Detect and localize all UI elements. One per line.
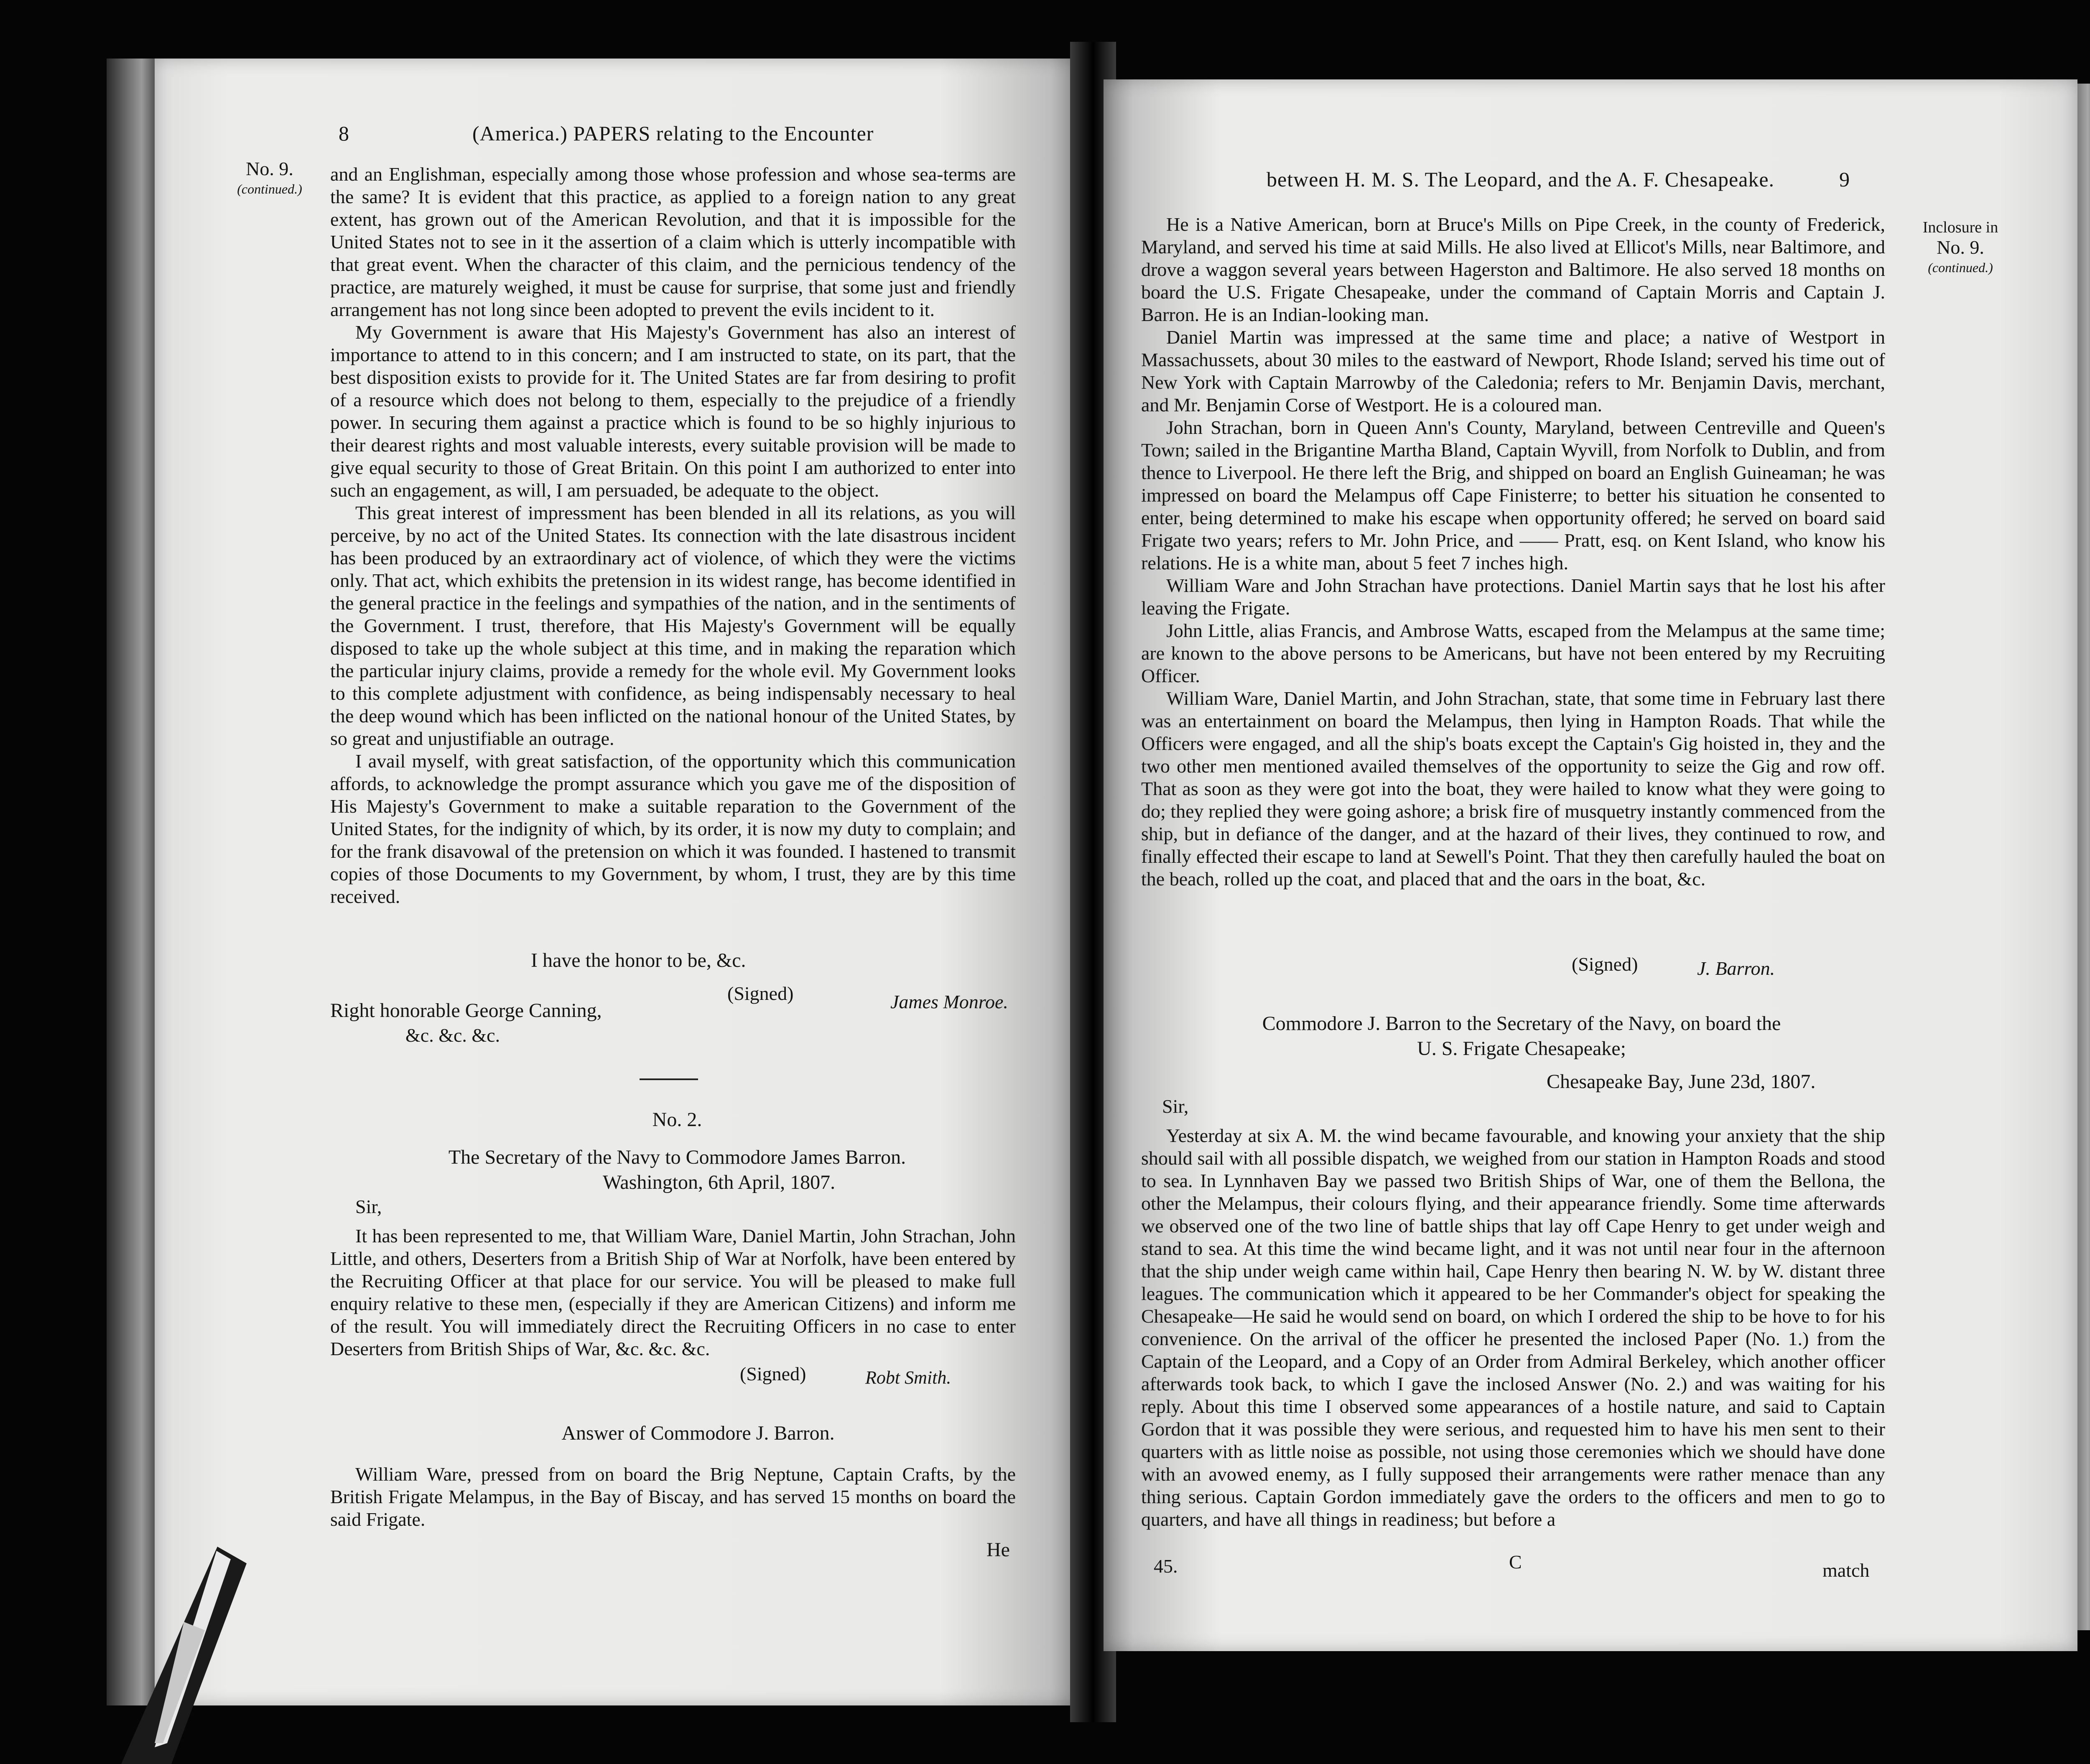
right-body-text (1141, 213, 1885, 890)
right-paragraph-2: Daniel Martin was impressed at the same time and place; a native of Westport in Massachussets, about 30 miles to the eastward of Newport, Rhode Island; served his time out of New York with Captain Marrowby of the Caledonia; refers to Mr. Benjamin Davis, merchant, and Mr. Benjamin Corse of Westport. He is a coloured man. (1141, 326, 1885, 416)
signature-letter: C (1509, 1551, 1522, 1573)
no2-place-date: Washington, 6th April, 1807. (602, 1171, 836, 1193)
no2-body-text: It has been represented to me, that William Ware, Daniel Martin, John Strachan, John Little, and others, Deserters from a British Ship of War at Norfolk, have been entered by the Recruiting Officer at that place for our service. You will be pleased to make full enquiry relative to these men, (especially if they are American Citizens) and inform me of the result. You will immediately direct the Recruiting Officers in no case to enter Deserters from British Ships of War, &c. &c. &c. (330, 1225, 1016, 1359)
left-paragraph-2: My Government is aware that His Majesty's Government has also an interest of importance to attend to in this concern; and I am instructed to state, on its part, that the best disposition exists to provide for it. The United States are far from desiring to profit of a resource which does not belong to them, especially to the prejudice of a friendly power. In securing them against a practice which is found to be so highly injurious to their dearest rights and most valuable interests, every suitable provision will be made to give equal security to those of Great Britain. On this point I am authorized to enter into such an engagement, as will, I am persuaded, be adequate to the object. (330, 321, 1016, 501)
book-edge-left (107, 59, 157, 1705)
answer-body-text: William Ware, pressed from on board the Brig Neptune, Captain Crafts, by the British Frigate Melampus, in the Bay of Biscay, and has served 15 months on board the said Frigate. (330, 1463, 1016, 1530)
left-body-text (330, 163, 1016, 908)
addressee-line-1: Right honorable George Canning, (330, 999, 602, 1022)
letter-title-2: U. S. Frigate Chesapeake; (1417, 1037, 1626, 1060)
pen-icon (121, 1547, 247, 1764)
right-margin-note (1898, 217, 2023, 278)
right-margin-note-number: No. 9. (1937, 237, 1984, 258)
right-page (1104, 79, 2077, 1651)
right-paragraph-1: He is a Native American, born at Bruce's Mills on Pipe Creek, in the county of Frederick, Maryland, and served his time at said Mills. He also lived at Ellicot's Mills, near Baltimore, and drove a waggon several years between Hagerston and Baltimore. He also served 18 months on board the U.S. Frigate Chesapeake, under the command of Captain Morris and Captain J. Barron. He is an Indian-looking man. (1141, 214, 1885, 325)
letter-body-text: Yesterday at six A. M. the wind became favourable, and knowing your anxiety that the ship should sail with all possible dispatch, we weighed from our station in Hampton Roads and stood to sea. In Lynnhaven Bay we passed two British Ships of War, one of them the Bellona, the other the Melampus, their colours flying, and their appearance friendly. Some time afterwards we observed one of the two line of battle ships that lay off Cape Henry to get under weigh and stand to sea. At this time the wind became light, and it was not until near four in the afternoon that the ship under weigh came within hail, Cape Henry then bearing N. W. by W. distant three leagues. The communication which it appeared to be her Commander's object for speaking the Chesapeake—He said he would send on board, on which I ordered the ship to be hove to for his convenience. On the arrival of the officer he presented the inclosed Paper (No. 1.) from the Captain of the Leopard, and a Copy of an Order from Admiral Berkeley, which another officer afterwards took back, to which I gave the inclosed Answer (No. 2.) and was waiting for his reply. About this time I observed some appearances of a hostile nature, and said to Captain Gordon that it was possible they were serious, and requested him to have his men sent to their quarters with as little noise as possible, not using those ceremonies which we should have done with an avowed enemy, as I fully supposed their arrangements were rather menace than any thing serious. Captain Gordon immediately gave the orders to the officers and men to go to quarters, and have all things in readiness; but before a (1141, 1125, 1885, 1530)
barron-signed: (Signed) (1572, 953, 1638, 975)
letter-salutation: Sir, (1162, 1096, 1189, 1117)
no2-heading: No. 2. (652, 1109, 702, 1131)
no2-body (330, 1225, 1016, 1360)
no2-title: The Secretary of the Navy to Commodore James Barron. (448, 1146, 906, 1168)
closing-line: I have the honor to be, &c. (531, 949, 746, 971)
answer-heading: Answer of Commodore J. Barron. (561, 1422, 835, 1444)
left-margin-note-continued: (continued.) (237, 181, 302, 196)
left-catchword: He (986, 1539, 1010, 1561)
no2-signer: Robt Smith. (865, 1367, 951, 1388)
left-margin-note (222, 159, 318, 199)
right-paragraph-5: John Little, alias Francis, and Ambrose Watts, escaped from the Melampus at the same time; are known to the above persons to be Americans, but have not been entered by my Recruiting Officer. (1141, 620, 1885, 686)
left-margin-note-number: No. 9. (246, 158, 293, 179)
right-paragraph-4: William Ware and John Strachan have protections. Daniel Martin says that he lost his after leaving the Frigate. (1141, 575, 1885, 619)
barron-signer: J. Barron. (1697, 958, 1775, 979)
right-catchword: match (1822, 1560, 1870, 1581)
right-margin-note-continued: (continued.) (1928, 260, 1993, 275)
right-page-number: 9 (1839, 168, 1850, 191)
right-margin-note-inclosure: Inclosure in (1922, 219, 1998, 236)
answer-body (330, 1463, 1016, 1531)
left-paragraph-3: This great interest of impressment has been blended in all its relations, as you will perceive, by no act of the United States. Its connection with the late disastrous incident has been produced by an extraordinary act of violence, of which they were the victims only. That act, which exhibits the pretension in its widest range, has become identified in the general practice in the feelings and sympathies of the nation, and in the sentiments of the Government. I trust, therefore, that His Majesty's Government will be equally disposed to take up the whole subject at this time, and in making the reparation which the particular injury claims, provide a remedy for the whole evil. My Government looks to this complete adjustment with confidence, as being indispensably necessary to heal the deep wound which has been inflicted on the national honour of the United States, by so great and unjustifiable an outrage. (330, 502, 1016, 749)
right-paragraph-3: John Strachan, born in Queen Ann's County, Maryland, between Centreville and Queen's Town; sailed in the Brigantine Martha Bland, Captain Wyvill, from Norfolk to Dublin, and from thence to Liverpool. He there left the Brig, and shipped on board an English Guineaman; he was impressed on board the Melampus off Cape Finisterre; to better his situation he consented to enter, being determined to make his escape when opportunity offered; he served on board said Frigate two years; refers to Mr. John Price, and —— Pratt, esq. on Kent Island, who know his relations. He is a white man, about 5 feet 7 inches high. (1141, 417, 1885, 574)
left-paragraph-1: and an Englishman, especially among those whose profession and whose sea-terms are the same? It is evident that this practice, as applied to a foreign nation to any great extent, has grown out of the American Revolution, and that it is impossible for the United States not to see in it the assertion of a claim which is utterly incompatible with that great event. When the character of this claim, and the pernicious tendency of the practice, are maturely weighed, it must be cause for surprise, that some just and friendly arrangement has not long since been adopted to prevent the evils incident to it. (330, 163, 1016, 320)
no2-signed: (Signed) (740, 1363, 806, 1384)
left-paragraph-4: I avail myself, with great satisfaction, of the opportunity which this communication affords, to acknowledge the prompt assurance which you gave me of the disposition of His Majesty's Government to make a suitable reparation to the Government of the United States, for the indignity of which, by its order, it is now my duty to complain; and for the frank disavowal of the pretension on which it was founded. I hastened to transmit copies of those Documents to my Government, by whom, I trust, they are by this time received. (330, 750, 1016, 907)
monroe-signed: (Signed) (727, 983, 794, 1004)
left-page-number: 8 (339, 122, 349, 145)
letter-body (1141, 1124, 1885, 1531)
addressee-line-2: &c. &c. &c. (405, 1025, 500, 1046)
left-page (155, 59, 1078, 1705)
left-running-head: (America.) PAPERS relating to the Encounter (472, 122, 874, 145)
section-divider (640, 1078, 698, 1080)
no2-salutation: Sir, (355, 1196, 382, 1217)
monroe-signer: James Monroe. (890, 991, 1008, 1012)
letter-place-date: Chesapeake Bay, June 23d, 1807. (1547, 1071, 1816, 1093)
signature-mark: 45. (1154, 1555, 1178, 1577)
right-paragraph-6: William Ware, Daniel Martin, and John Strachan, state, that some time in February last there was an entertainment on board the Melampus, then lying in Hampton Roads. That while the Officers were engaged, and all the ship's boats except the Captain's Gig hoisted in, they and the two other men mentioned availed themselves of the opportunity to seize the Gig and row off. That as soon as they were got into the boat, they were hailed to know what they were going to do; they replied they were going ashore; a brisk fire of musquetry instantly commenced from the ship, but in defiance of the danger, and at the hazard of their lives, they continued to row, and finally effected their escape to land at Sewell's Point. That they then carefully hauled the boat on the beach, rolled up the coat, and placed that and the oars in the boat, &c. (1141, 688, 1885, 890)
letter-title: Commodore J. Barron to the Secretary of the Navy, on board the (1262, 1012, 1781, 1035)
right-running-head: between H. M. S. The Leopard, and the A. F. Chesapeake. (1267, 168, 1775, 191)
